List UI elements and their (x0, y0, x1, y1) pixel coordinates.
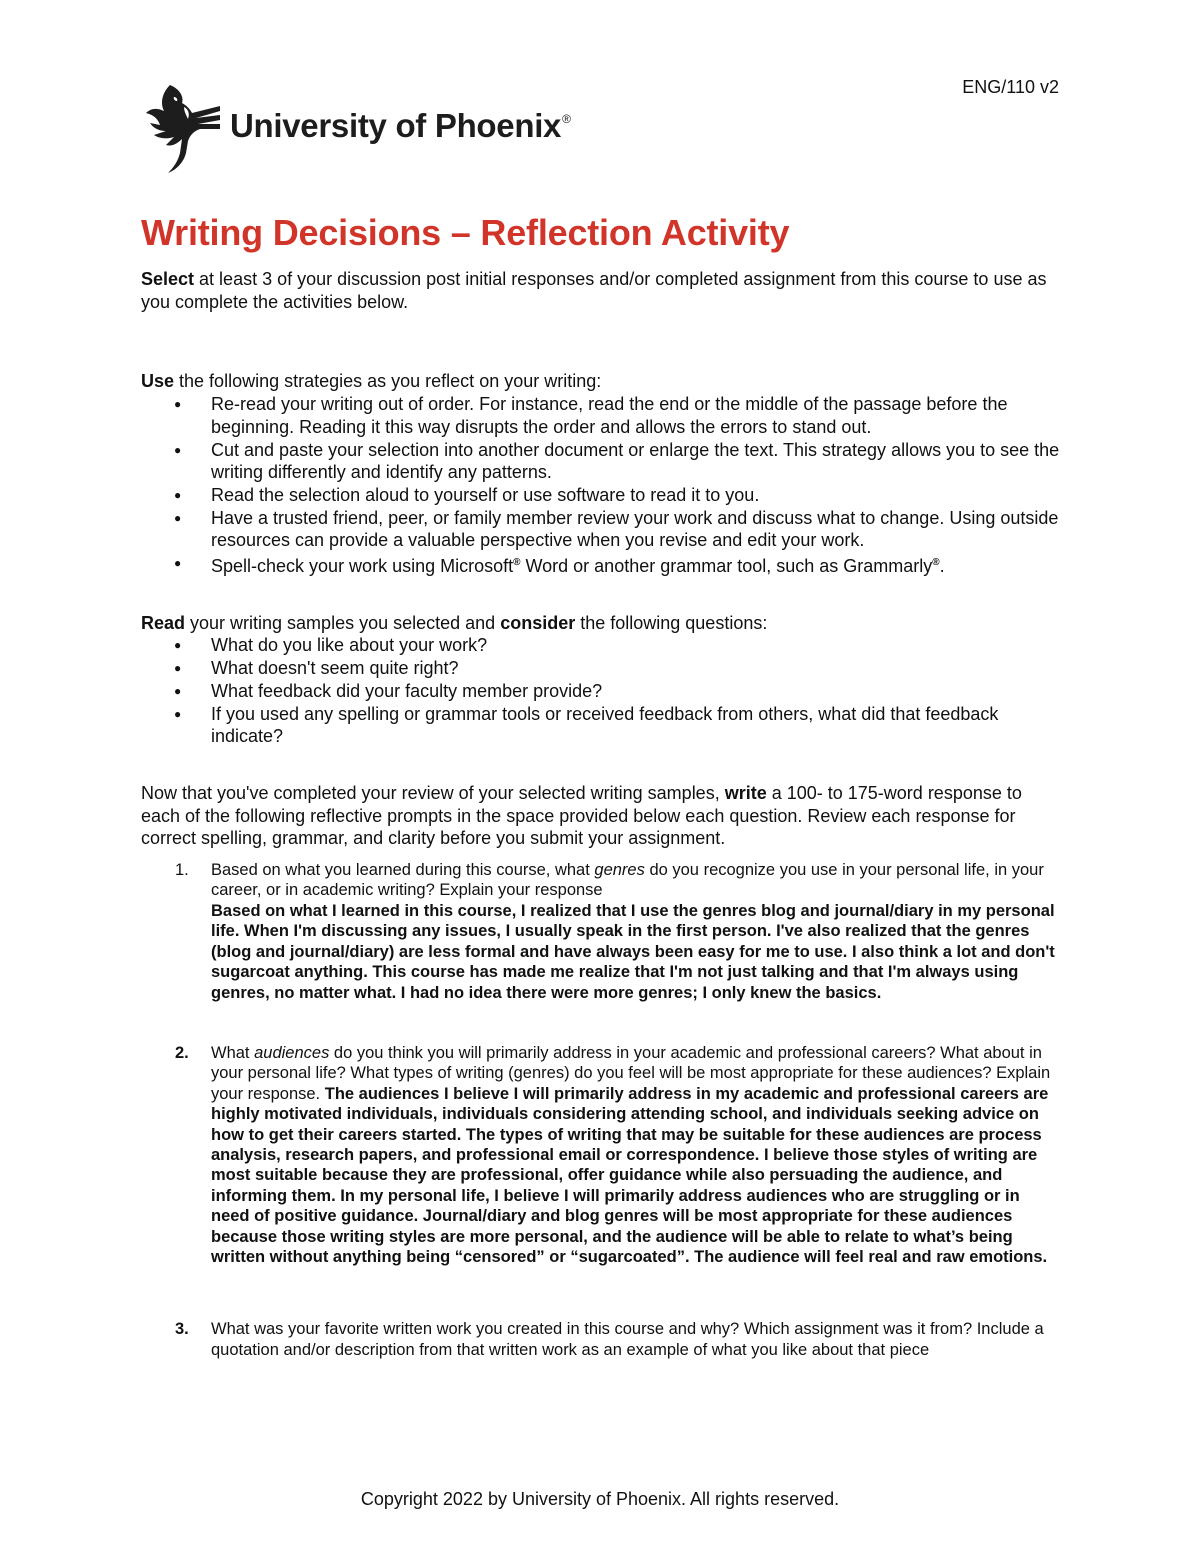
logo-wordmark: University of Phoenix® (230, 107, 571, 144)
list-item: ● Spell-check your work using Microsoft® Word or another grammar tool, such as Grammarly®. (211, 552, 1061, 578)
list-item: ● Have a trusted friend, peer, or family member review your work and discuss what to change. Using outside resources can provide a valuable perspective when you revise and edit your work. (211, 507, 1061, 552)
select-instruction: Select at least 3 of your discussion post initial responses and/or completed assignment from this course to use as you complete the activities below. (141, 269, 1047, 312)
write-instruction: Now that you've completed your review of your selected writing samples, write a 100- to 175-word response to each of the following reflective prompts in the space provided below each question. Review each response for correct spelling, grammar, and clarity before you submit your assignment. (141, 782, 1022, 849)
copyright-footer: Copyright 2022 by University of Phoenix. All rights reserved. (360, 1489, 840, 1509)
document-body (141, 268, 1061, 1360)
prompt-question: What audiences do you think you will primarily address in your academic and professional careers? What about in your personal life? What types of writing (genres) do you feel will be most appropriate for these audiences? Explain your response. (211, 1043, 1051, 1103)
list-item: ● Read the selection aloud to yourself or use software to read it to you. (211, 484, 1061, 507)
university-logo (140, 83, 571, 175)
prompt-question: What was your favorite written work you created in this course and why? Which assignment was it from? Include a quotation and/or description from that written work as an example of what you like about that piece (211, 1320, 1044, 1359)
prompt-number: 2. (175, 1043, 189, 1062)
questions-intro: Read your writing samples you selected and consider the following questions: (141, 612, 768, 633)
strategies-list (141, 393, 1061, 578)
phoenix-bird-icon (140, 83, 222, 175)
prompt-answer: Based on what I learned in this course, I realized that I use the genres blog and journal/diary in my personal life. When I'm discussing any issues, I usually speak in the first person. I've also realized that the genres (blog and journal/diary) are less formal and have always been easy for me to use. I also think a lot and don't sugarcoat anything. This course has made me realize that I'm not just talking and that I'm always using genres, no matter what. I had no idea there were more genres; I only knew the basics. (211, 901, 1055, 1002)
questions-list (141, 634, 1061, 748)
strategies-intro: Use the following strategies as you reflect on your writing: (141, 371, 602, 392)
prompt-number: 3. (175, 1320, 189, 1339)
prompt-item (175, 1319, 1061, 1360)
prompt-item (175, 860, 1061, 1003)
list-item: ● Cut and paste your selection into another document or enlarge the text. This strategy allows you to see the writing differently and identify any patterns. (211, 439, 1061, 484)
list-item: ● What doesn't seem quite right? (211, 657, 1061, 680)
prompt-number: 1. (175, 861, 189, 880)
list-item: ● Re-read your writing out of order. For instance, read the end or the middle of the passage before the beginning. Reading it this way disrupts the order and allows the errors to stand out. (211, 393, 1061, 438)
list-item: ● If you used any spelling or grammar tools or received feedback from others, what did that feedback indicate? (211, 703, 1061, 748)
prompts-list (141, 860, 1061, 1360)
prompt-question: Based on what you learned during this course, what genres do you recognize you use in your personal life, in your career, or in academic writing? Explain your response (211, 861, 1044, 900)
page-title: Writing Decisions – Reflection Activity (141, 212, 790, 253)
list-item: ● What feedback did your faculty member provide? (211, 680, 1061, 703)
prompt-item (175, 1043, 1061, 1267)
prompt-answer: The audiences I believe I will primarily address in my academic and professional careers are highly motivated individuals, individuals considering attending school, and individuals seeking advice on how to get their careers started. The types of writing that may be suitable for these audiences are process analysis, research papers, and professional email or correspondence. I believe those styles of writing are most suitable because they are professional, offer guidance while also persuading the audience, and informing them. In my personal life, I believe I will primarily address audiences who are struggling or in need of positive guidance. Journal/diary and blog genres will be most appropriate for these audiences because those writing styles are more personal, and the audience will be able to relate to what’s being written without anything being “censored” or “sugarcoated”. The audience will feel real and raw emotions. (211, 1084, 1049, 1266)
course-code: ENG/110 v2 (962, 77, 1059, 97)
list-item: ● What do you like about your work? (211, 634, 1061, 657)
